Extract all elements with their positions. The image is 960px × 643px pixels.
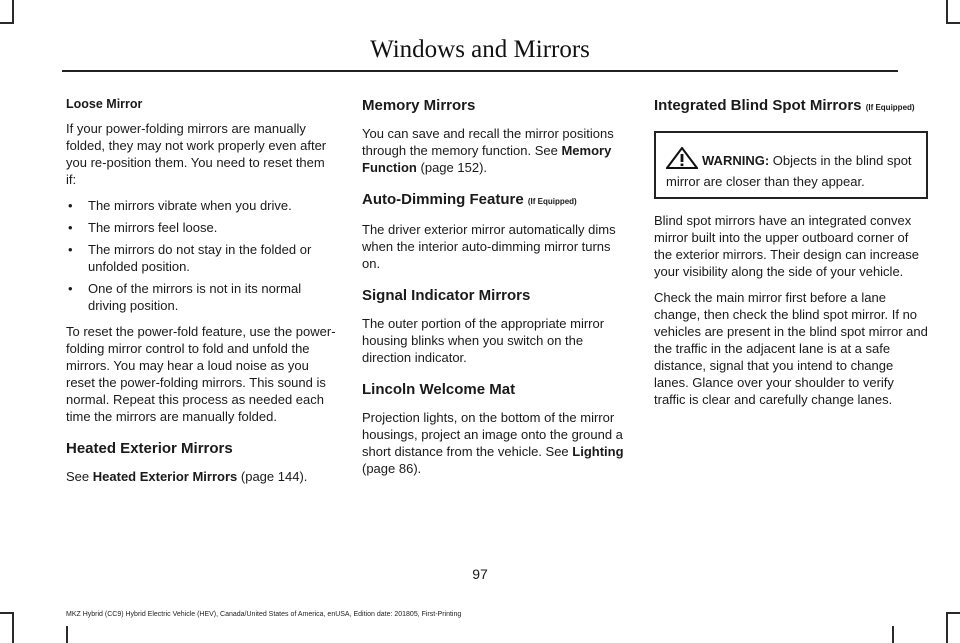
heading-text: Integrated Blind Spot Mirrors: [654, 97, 862, 114]
column-right: [654, 96, 928, 417]
warning-label: WARNING:: [702, 153, 770, 168]
column-left: [66, 96, 336, 494]
bullet-glyph: •: [68, 242, 73, 257]
bullet-glyph: •: [68, 220, 73, 235]
warning-text: Objects in the blind spot mirror are closer than they appear.: [666, 153, 912, 189]
memory-function-link[interactable]: Memory Function: [362, 143, 612, 175]
crop-mark: [892, 626, 894, 643]
crop-mark: [946, 22, 960, 24]
warning-box: [654, 131, 928, 199]
header-rule: [62, 70, 898, 72]
signal-indicator-heading: Signal Indicator Mirrors: [362, 287, 531, 304]
welcome-mat-text: [362, 409, 632, 477]
reset-conditions-list: [66, 197, 336, 314]
auto-dimming-heading: [362, 190, 632, 211]
list-item: [66, 280, 336, 314]
crop-mark: [12, 612, 14, 643]
crop-mark: [0, 612, 14, 614]
if-equipped-label: (If Equipped): [527, 197, 577, 206]
list-item-text: One of the mirrors is not in its normal driving position.: [88, 281, 302, 313]
warning-triangle-icon: [666, 147, 698, 173]
welcome-text-body: Projection lights, on the bottom of the mirror housings, project an image onto the ground a short distance from the vehicle. See: [362, 410, 623, 459]
ref-prefix: See: [66, 469, 90, 484]
if-equipped-label: (If Equipped): [865, 103, 915, 112]
heated-mirrors-link[interactable]: Heated Exterior Mirrors: [92, 469, 238, 484]
list-item-text: The mirrors vibrate when you drive.: [88, 198, 292, 213]
crop-mark: [0, 22, 14, 24]
auto-dimming-text: The driver exterior mirror automatically dims when the interior auto-dimming mirror turns on.: [362, 222, 616, 271]
list-item: [66, 241, 336, 275]
crop-mark: [12, 0, 14, 24]
list-item: [66, 219, 336, 236]
list-item: [66, 197, 336, 214]
lighting-link[interactable]: Lighting: [572, 444, 624, 459]
memory-mirrors-heading: Memory Mirrors: [362, 97, 476, 114]
memory-mirrors-text: [362, 125, 632, 176]
signal-indicator-text: The outer portion of the appropriate mirror housing blinks when you switch on the direction indicator.: [362, 316, 605, 365]
reset-instructions: To reset the power-fold feature, use the power-folding mirror control to fold and unfold the mirrors. You may hear a loud noise as you reset the power-folding mirrors. This sound is normal. Repeat this process as needed each time the mirrors are manually folded.: [66, 324, 336, 424]
loose-mirror-intro: If your power-folding mirrors are manually folded, they may not work properly even after you re-position them. You need to reset them if:: [66, 121, 327, 187]
heated-mirrors-ref: [66, 468, 336, 485]
ref-page: (page 144).: [240, 469, 308, 484]
list-item-text: The mirrors do not stay in the folded or unfolded position.: [88, 242, 312, 274]
blind-spot-description: Blind spot mirrors have an integrated convex mirror built into the upper outboard corner of the exterior mirrors. Their design can increase your visibility along the side of your vehicle.: [654, 213, 919, 279]
ref-page: (page 152).: [420, 160, 488, 175]
column-middle: [362, 96, 632, 486]
page-number: 97: [472, 566, 488, 582]
crop-mark: [66, 626, 68, 643]
loose-mirror-heading: Loose Mirror: [66, 97, 143, 111]
page-header-title: Windows and Mirrors: [370, 36, 590, 63]
memory-text-body: You can save and recall the mirror positions through the memory function. See: [362, 126, 614, 158]
footer-edition-info: MKZ Hybrid (CC9) Hybrid Electric Vehicle (HEV), Canada/United States of America, enUSA, Edition date: 201805, First-Printing: [66, 611, 462, 618]
list-item-text: The mirrors feel loose.: [88, 220, 218, 235]
crop-mark: [946, 612, 948, 643]
heading-text: Auto-Dimming Feature: [362, 191, 524, 208]
crop-mark: [946, 0, 948, 24]
blind-spot-heading: [654, 96, 928, 117]
heated-mirrors-heading: Heated Exterior Mirrors: [66, 440, 233, 457]
crop-mark: [946, 612, 960, 614]
bullet-glyph: •: [68, 198, 73, 213]
welcome-mat-heading: Lincoln Welcome Mat: [362, 381, 516, 398]
blind-spot-lane-change: Check the main mirror first before a lane change, then check the blind spot mirror. If no vehicles are present in the blind spot mirror and the traffic in the adjacent lane is at a safe distance, signal that you intend to change lanes. Glance over your shoulder to verify traffic is clear and carefully change lanes.: [654, 290, 928, 407]
bullet-glyph: •: [68, 281, 73, 296]
ref-page: (page 86).: [362, 461, 422, 476]
